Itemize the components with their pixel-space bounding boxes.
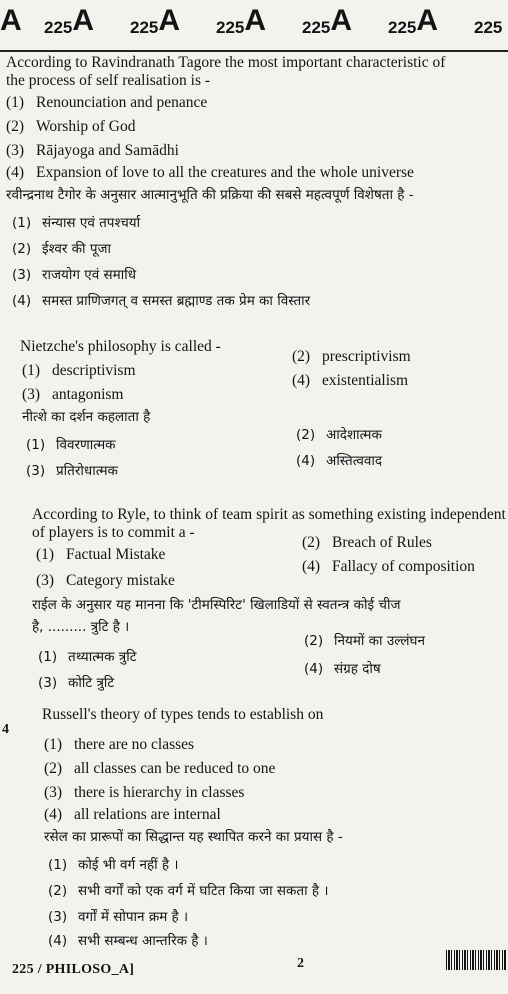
- question-stem: of players is to commit a -: [32, 524, 195, 541]
- header-rule: [0, 50, 508, 52]
- option: (3) there is hierarchy in classes: [44, 784, 245, 801]
- header-code: 225A: [302, 4, 353, 37]
- page-number: 2: [297, 956, 304, 971]
- option-hindi: (1) संन्यास एवं तपश्चर्या: [12, 215, 141, 231]
- option-hindi: (4) अस्तित्ववाद: [296, 453, 383, 469]
- option-hindi: (3) प्रतिरोधात्मक: [26, 463, 118, 479]
- option-hindi: (1) कोई भी वर्ग नहीं है ।: [48, 857, 179, 873]
- option-hindi: (3) राजयोग एवं समाधि: [12, 267, 137, 283]
- option: (3) Rājayoga and Samādhi: [6, 142, 179, 159]
- option-hindi: (2) ईश्वर की पूजा: [12, 241, 112, 257]
- question-stem-hindi: राईल के अनुसार यह मानना कि 'टीमस्पिरिट' खिलाडियों से स्वतन्त्र कोई चीज: [32, 597, 401, 613]
- header-code: 225A: [130, 4, 181, 37]
- option-hindi: (4) संग्रह दोष: [304, 661, 381, 677]
- question-stem-hindi: रवीन्द्रनाथ टैगोर के अनुसार आत्मानुभूति की प्रक्रिया की सबसे महत्वपूर्ण विशेषता है -: [6, 187, 414, 203]
- question-stem-hindi: है, ......... त्रुटि है ।: [32, 619, 130, 635]
- option: (1) there are no classes: [44, 736, 195, 753]
- option: (4) Expansion of love to all the creatures and the whole universe: [6, 164, 414, 181]
- option-hindi: (1) तथ्यात्मक त्रुटि: [38, 649, 137, 665]
- option: (4) all relations are internal: [44, 806, 221, 823]
- option: (3) antagonism: [22, 386, 124, 403]
- option: (2) Breach of Rules: [302, 534, 432, 551]
- option: (4) Fallacy of composition: [302, 558, 475, 575]
- header-code: 225A: [388, 4, 439, 37]
- header-code: 225: [474, 18, 503, 37]
- option: (4) existentialism: [292, 372, 409, 389]
- option-hindi: (2) आदेशात्मक: [296, 427, 382, 443]
- option-hindi: (3) वर्गों में सोपान क्रम है ।: [48, 909, 189, 925]
- option: (2) all classes can be reduced to one: [44, 760, 276, 777]
- option: (3) Category mistake: [36, 572, 175, 589]
- header-code: 225A: [44, 4, 95, 37]
- question-stem: Nietzche's philosophy is called -: [20, 338, 221, 355]
- barcode: [446, 950, 506, 970]
- question-number: 4: [2, 722, 9, 737]
- question-stem-hindi: रसेल का प्रारूपों का सिद्धान्त यह स्थापित करने का प्रयास है -: [44, 829, 343, 845]
- option-hindi: (1) विवरणात्मक: [26, 437, 116, 453]
- option-hindi: (2) नियमों का उल्लंघन: [304, 633, 425, 649]
- option: (1) descriptivism: [22, 362, 136, 379]
- option: (2) Worship of God: [6, 118, 136, 135]
- option: (2) prescriptivism: [292, 348, 411, 365]
- question-stem: According to Ryle, to think of team spirit as something existing independent: [32, 506, 506, 523]
- option: (1) Renounciation and penance: [6, 94, 208, 111]
- option: (1) Factual Mistake: [36, 546, 166, 563]
- question-stem-hindi: नीत्शे का दर्शन कहलाता है: [22, 409, 151, 425]
- option-hindi: (2) सभी वर्गों को एक वर्ग में घटित किया जा सकता है ।: [48, 883, 329, 899]
- question-stem: According to Ravindranath Tagore the most important characteristic of: [6, 54, 446, 71]
- paper-code: 225 / PHILOSO_A]: [12, 962, 135, 977]
- option-hindi: (3) कोटि त्रुटि: [38, 675, 115, 691]
- question-stem: Russell's theory of types tends to establish on: [42, 706, 324, 723]
- option-hindi: (4) सभी सम्बन्ध आन्तरिक है ।: [48, 933, 208, 949]
- option-hindi: (4) समस्त प्राणिजगत् व समस्त ब्रह्माण्ड तक प्रेम का विस्तार: [12, 293, 311, 309]
- page-header: [0, 0, 508, 50]
- header-code: A: [0, 4, 22, 37]
- question-stem: the process of self realisation is -: [6, 72, 211, 89]
- header-code: 225A: [216, 4, 267, 37]
